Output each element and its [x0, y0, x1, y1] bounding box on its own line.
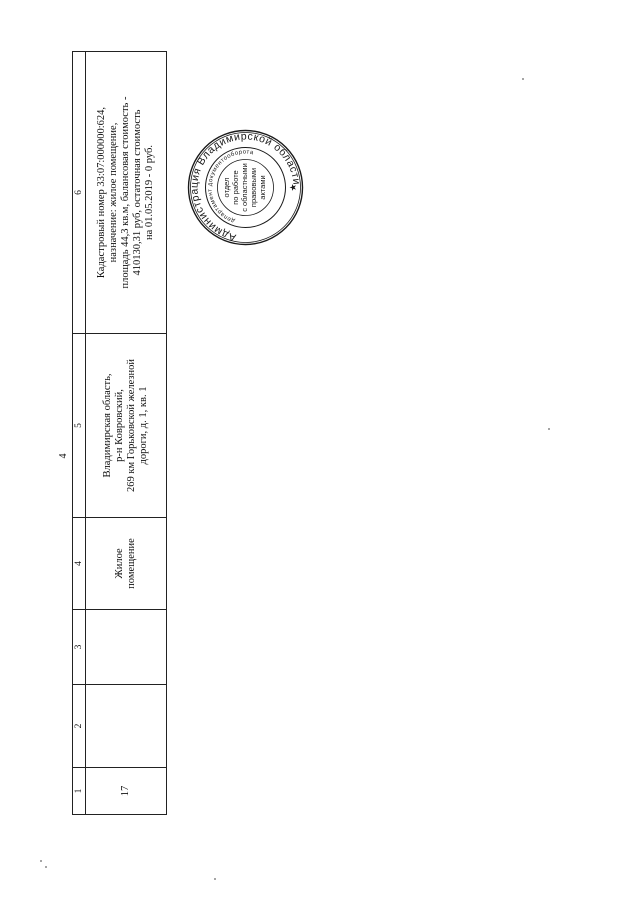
official-stamp [187, 129, 304, 246]
stamp-center-line: актами [258, 175, 267, 200]
scan-speck [548, 428, 550, 430]
header-cell: 6 [73, 52, 86, 334]
header-cell: 5 [73, 334, 86, 518]
page-number: 4 [58, 453, 69, 459]
object-type-cell: Жилое помещение [86, 518, 167, 610]
stamp-star-icon: ★ [288, 183, 298, 192]
row-number-cell: 17 [86, 768, 167, 815]
stamp-center-line: по работе [231, 170, 240, 205]
header-cell: 3 [73, 610, 86, 685]
header-cell: 1 [73, 768, 86, 815]
header-cell: 4 [73, 518, 86, 610]
stamp-outer-text: Администрация Владимирской области [188, 130, 303, 244]
registry-table-container [72, 52, 167, 815]
table-row [86, 52, 167, 815]
address-cell: Владимирская область, р-н Ковровский, 269 км Горьковской железной дороги, д. 1, кв. 1 [86, 334, 167, 518]
empty-cell [86, 685, 167, 768]
stamp-center-line: с областными [240, 163, 249, 212]
empty-cell [86, 610, 167, 685]
stamp-seal-icon [187, 129, 304, 246]
stamp-inner-ring-text: департамент документооборота [207, 149, 255, 224]
table-header-row [73, 52, 86, 815]
stamp-center-line: отдел [222, 177, 231, 198]
stamp-center-line: правовыми [249, 167, 258, 208]
scan-speck [40, 860, 42, 862]
header-cell: 2 [73, 685, 86, 768]
scan-speck [522, 78, 524, 80]
scan-speck [214, 878, 216, 880]
scan-speck [45, 866, 47, 868]
registry-table [72, 51, 167, 815]
details-cell: Кадастровый номер 33:07:000000:624, назначение: жилое помещение, площадь 44,3 кв.м, балансовая стоимость - 410130,31 руб, остаточная стоимость на 01.05.2019 - 0 руб. [86, 52, 167, 334]
